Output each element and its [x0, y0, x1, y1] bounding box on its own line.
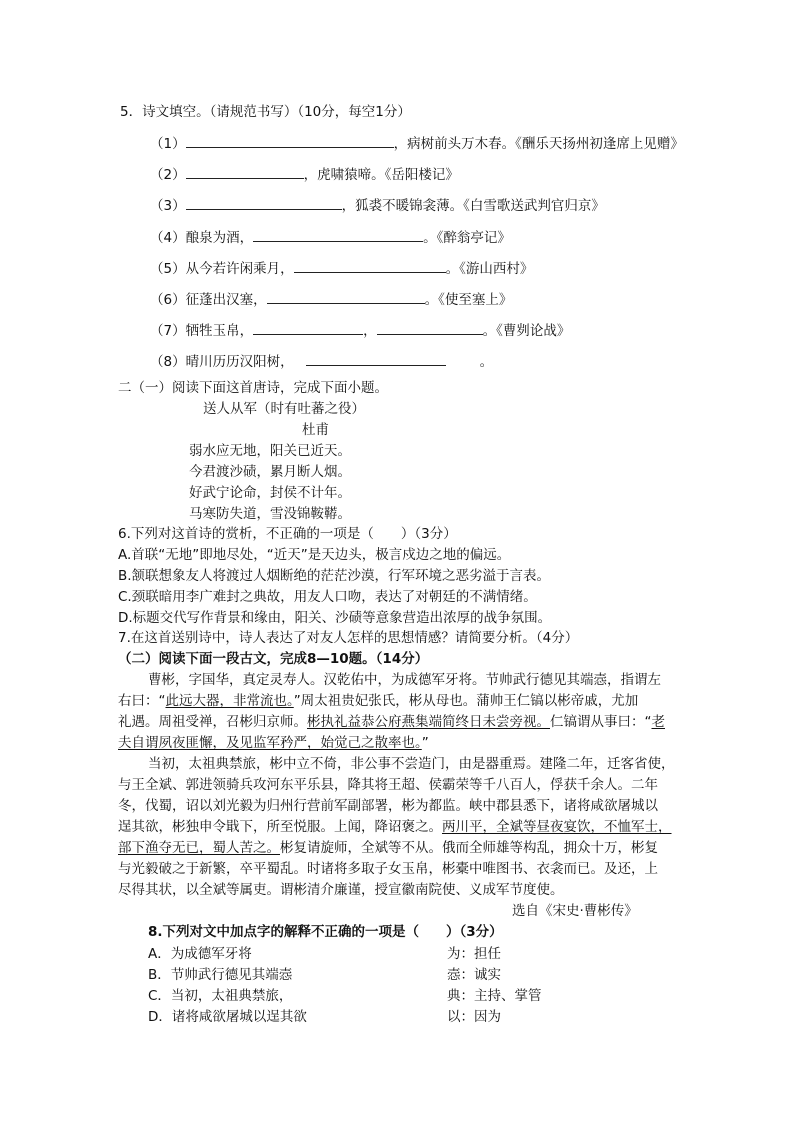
- answer-blank[interactable]: [377, 321, 483, 335]
- answer-blank[interactable]: [294, 259, 446, 273]
- section-heading: 二（一）阅读下面这首唐诗，完成下面小题。: [118, 380, 388, 396]
- q5-item-4: [150, 228, 511, 247]
- source-text: 。《使至塞上》: [424, 292, 513, 308]
- verse-text: ，病树前头万木春。: [393, 136, 516, 152]
- q5-item-2: [150, 165, 459, 184]
- passage-line: 右曰：“此远大器，非常流也。”周太祖贵妃张氏，彬从母也。蒲帅王仁镐以彬帝戚，尤加: [118, 693, 639, 709]
- q8-option-b: B．节帅武行德见其端悫 悫：诚实: [148, 967, 501, 983]
- q8-option-d: D．诸将咸欲屠城以逞其欲 以：因为: [148, 1009, 501, 1025]
- answer-blank[interactable]: [253, 321, 363, 335]
- underlined-sentence: 两川平，全斌等昼夜宴饮，不恤军士，: [442, 819, 672, 835]
- q5-item-6: [150, 290, 512, 309]
- passage-line: 礼遇。周祖受禅，召彬归京师。彬执礼益恭公府燕集端简终日未尝旁视。仁镐谓从事曰：“老: [118, 714, 665, 730]
- verse-text: ，狐裘不暖锦衾薄。: [341, 198, 464, 214]
- answer-blank[interactable]: [267, 290, 425, 304]
- poem-line: 马寒防失道，雪没锦鞍鞯。: [189, 506, 351, 522]
- underlined-sentence: 彬执礼益恭公府燕集端简终日未尝旁视。: [307, 714, 550, 730]
- passage-line: 与光毅破之于新繁，卒平蜀乱。时诸将多取子女玉帛，彬橐中唯图书、衣衾而已。及还，上: [118, 861, 658, 877]
- q5-title: 5．诗文填空。（请规范书写）（10分，每空1分）: [120, 104, 411, 120]
- passage-line: 当初，太祖典禁旅，彬中立不倚，非公事不尝造门，由是器重焉。建隆二年，迁客省使，: [148, 756, 675, 772]
- underlined-sentence: 部下渔夺无已，蜀人苦之。: [118, 840, 280, 856]
- source-text: 。: [479, 354, 494, 370]
- q8-option-a: A．为成德军牙将 为：担任: [148, 946, 501, 962]
- verse-text: 牺牲玉帛，: [185, 323, 254, 339]
- item-number: （4）: [150, 230, 186, 246]
- q5-item-5: [150, 259, 533, 278]
- verse-text: 酿泉为酒，: [185, 230, 254, 246]
- answer-blank[interactable]: [186, 196, 342, 210]
- item-number: （6）: [150, 292, 186, 308]
- q6-option-a: A.首联“无地”即地尽处，“近天”是天边头，极言戍边之地的偏远。: [118, 547, 511, 563]
- item-number: （5）: [150, 261, 186, 277]
- q8-option-c: C．当初，太祖典禁旅， 典：主持、掌管: [148, 988, 542, 1004]
- passage-line: 曹彬，字国华，真定灵寿人。汉乾佑中，为成德军牙将。节帅武行德见其端悫，指谓左: [148, 672, 661, 688]
- underlined-sentence: 此远大器，非常流也。: [165, 693, 294, 709]
- verse-text: 晴川历历汉阳树，: [185, 354, 294, 370]
- q6-option-c: C.颈联暗用李广难封之典故，用友人口吻，表达了对朝廷的不满情绪。: [118, 589, 537, 605]
- passage-line: 与王全斌、郭进领骑兵攻河东平乐县，降其将王超、侯霸荣等千八百人，俘获千余人。二年: [118, 777, 658, 793]
- q8-stem: 8.下列对文中加点字的解释不正确的一项是（ ）（3分）: [148, 924, 503, 940]
- poem-line: 今君渡沙碛，累月断人烟。: [189, 464, 351, 480]
- answer-blank[interactable]: [186, 165, 304, 179]
- q7-stem: 7.在这首送别诗中，诗人表达了对友人怎样的思想情感？请简要分析。（4分）: [118, 630, 579, 646]
- verse-text: ，虎啸猿啼。: [303, 167, 385, 183]
- source-text: 。《曹刿论战》: [482, 323, 571, 339]
- q5-item-7: [150, 321, 570, 340]
- poem-line: 好武宁论命，封侯不计年。: [189, 485, 351, 501]
- poem-line: 弱水应无地，阳关已近天。: [189, 443, 351, 459]
- passage-line: 尽得其状，以全斌等属吏。谓彬清介廉谨，授宣徽南院使、义成军节度使。: [118, 882, 564, 898]
- verse-text: 从今若许闲乘月，: [185, 261, 294, 277]
- q5-item-8: [150, 352, 493, 371]
- q6-option-d: D.标题交代写作背景和缘由，阳关、沙碛等意象营造出浓厚的战争氛围。: [118, 610, 552, 626]
- source-text: 。《游山西村》: [445, 261, 534, 277]
- q5-item-1: [150, 134, 684, 153]
- item-number: （7）: [150, 323, 186, 339]
- source-text: 《酬乐天扬州初逢席上见赠》: [515, 136, 684, 152]
- answer-blank[interactable]: [306, 352, 446, 366]
- passage-line: 逞其欲，彬独申令戢下，所至悦服。上闻，降诏褒之。两川平，全斌等昼夜宴饮，不恤军士，: [118, 819, 672, 835]
- item-number: （8）: [150, 354, 186, 370]
- passage-line: 冬，伐蜀，诏以刘光毅为归州行营前军副部署，彬为都监。峡中郡县悉下，诸将咸欲屠城以: [118, 798, 658, 814]
- item-number: （2）: [150, 167, 186, 183]
- passage-line: 夫自谓夙夜匪懈，及见监军矜严，始觉己之散率也。”: [118, 735, 429, 751]
- underlined-sentence: 夫自谓夙夜匪懈，及见监军矜严，始觉己之散率也。: [118, 735, 422, 751]
- verse-text: 征蓬出汉塞，: [185, 292, 267, 308]
- q5-item-3: [150, 196, 605, 215]
- answer-blank[interactable]: [253, 228, 423, 242]
- section-heading: （二）阅读下面一段古文，完成8—10题。（14分）: [118, 651, 429, 667]
- answer-blank[interactable]: [186, 134, 394, 148]
- source-text: 《白雪歌送武判官归京》: [463, 198, 605, 214]
- q6-stem: 6.下列对这首诗的赏析，不正确的一项是（ ）（3分）: [118, 526, 457, 542]
- passage-line: 部下渔夺无已，蜀人苦之。彬复请旋师，全斌等不从。俄而全师雄等构乱，拥众十万，彬复: [118, 840, 658, 856]
- poem-title: 送人从军（时有吐蕃之役）: [203, 401, 365, 417]
- passage-source: 选自《宋史·曹彬传》: [512, 903, 638, 919]
- source-text: 。《醉翁亭记》: [423, 230, 511, 246]
- q6-option-b: B.颔联想象友人将渡过人烟断绝的茫茫沙漠，行军环境之恶劣溢于言表。: [118, 568, 551, 584]
- source-text: 《岳阳楼记》: [384, 167, 459, 183]
- item-number: （1）: [150, 136, 186, 152]
- item-number: （3）: [150, 198, 186, 214]
- poem-author: 杜甫: [302, 422, 329, 438]
- verse-text: ，: [363, 323, 377, 339]
